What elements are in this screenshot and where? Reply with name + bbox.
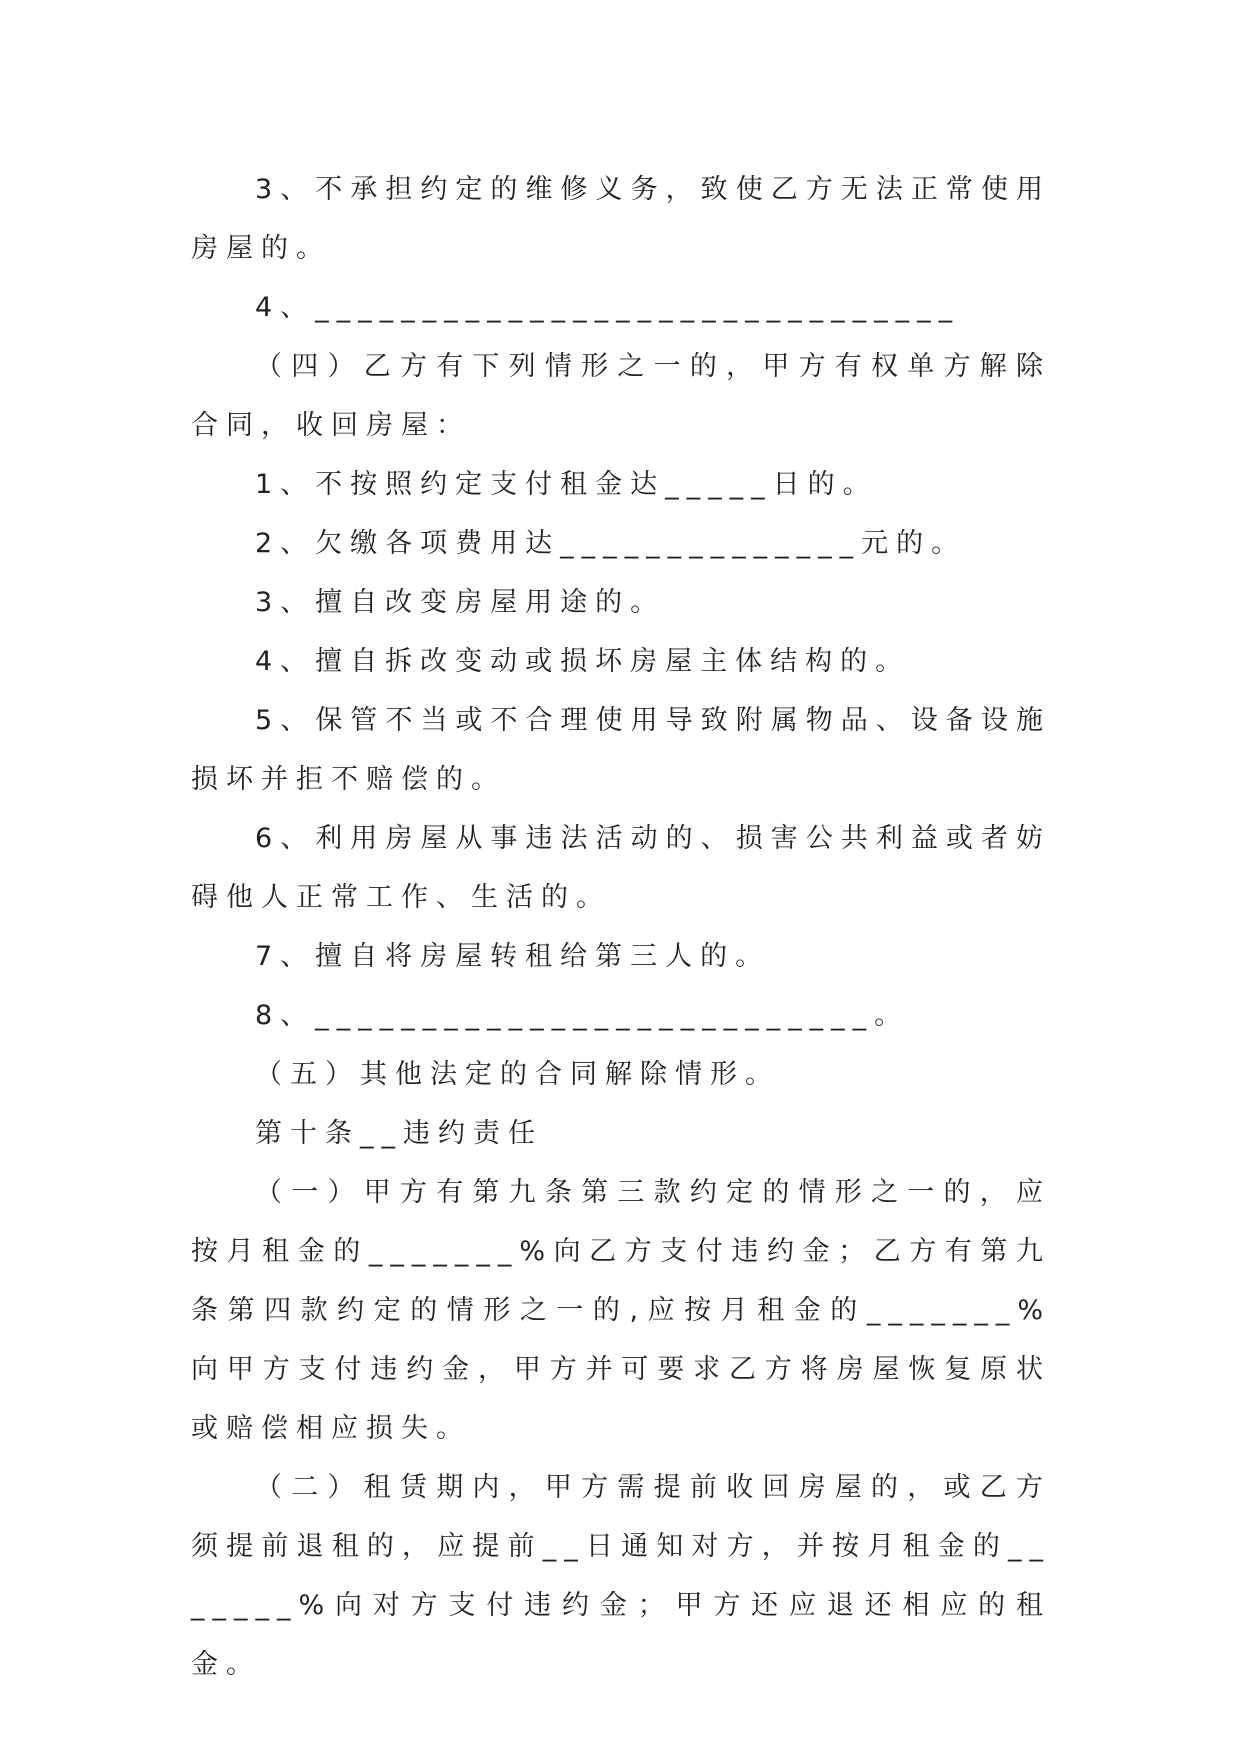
paragraph-section-four-heading: （四）乙方有下列情形之一的，甲方有权单方解除合同，收回房屋：	[191, 351, 1051, 441]
paragraph-penalty-two: （二）租赁期内，甲方需提前收回房屋的，或乙方须提前退租的，应提前__日通知对方，并按月租金的_______%向对方支付违约金；甲方还应退还相应的租金。	[191, 1472, 1051, 1680]
paragraph-tenant-blank-item: 8、__________________________。	[255, 1000, 910, 1031]
paragraph-illegal-activity: 6、利用房屋从事违法活动的、损害公共利益或者妨碍他人正常工作、生活的。	[191, 823, 1051, 913]
paragraph-unpaid-fees: 2、欠缴各项费用达______________元的。	[255, 528, 967, 559]
paragraph-unpaid-rent: 1、不按照约定支付租金达_____日的。	[255, 469, 878, 500]
paragraph-penalty-one: （一）甲方有第九条第三款约定的情形之一的，应按月租金的_______%向乙方支付违约金；乙方有第九条第四款约定的情形之一的,应按月租金的_______%向甲方支付违约金，甲方并可要求乙方将房屋恢复原状或赔偿相应损失。	[191, 1177, 1051, 1444]
paragraph-landlord-blank-item: 4、______________________________	[255, 292, 961, 323]
paragraph-damage-structure: 4、擅自拆改变动或损坏房屋主体结构的。	[255, 646, 911, 677]
paragraph-landlord-fail-repair: 3、不承担约定的维修义务，致使乙方无法正常使用房屋的。	[191, 174, 1051, 264]
paragraph-damage-equipment: 5、保管不当或不合理使用导致附属物品、设备设施损坏并拒不赔偿的。	[191, 705, 1051, 795]
paragraph-change-use: 3、擅自改变房屋用途的。	[255, 587, 666, 618]
paragraph-section-five: （五）其他法定的合同解除情形。	[255, 1059, 780, 1090]
paragraph-sublease: 7、擅自将房屋转租给第三人的。	[255, 941, 771, 972]
document-body	[191, 160, 1051, 1694]
article-ten-heading: 第十条__违约责任	[255, 1118, 543, 1149]
